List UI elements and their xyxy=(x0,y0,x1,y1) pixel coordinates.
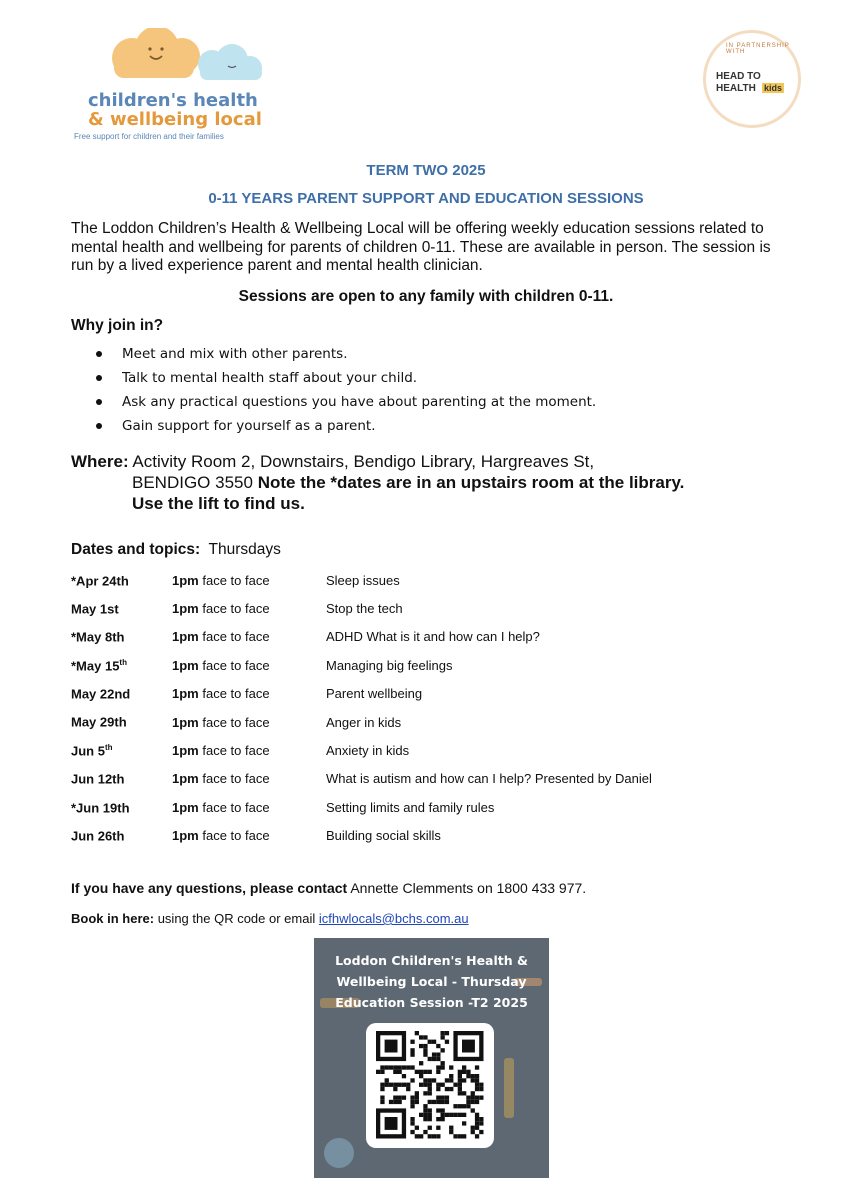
session-topic: Managing big feelings xyxy=(326,657,453,673)
table-row xyxy=(71,566,652,594)
table-row xyxy=(71,651,652,679)
session-date: *Jun 19th xyxy=(71,799,130,815)
list-item: Ask any practical questions you have about parenting at the moment. xyxy=(96,392,596,416)
why-heading: Why join in? xyxy=(71,317,164,334)
session-mode: 1pm face to face xyxy=(172,686,270,702)
session-date: *May 15th xyxy=(71,657,127,674)
where-line2: BENDIGO 3550 Note the *dates are in an upstairs room at the library. xyxy=(132,473,685,492)
session-mode: 1pm face to face xyxy=(172,629,270,645)
table-row xyxy=(71,623,652,651)
qr-card xyxy=(314,938,549,1178)
brand-name-line1: children's health xyxy=(88,90,258,111)
where-line1: Activity Room 2, Downstairs, Bendigo Library, Hargreaves St, xyxy=(132,452,595,471)
session-date: May 22nd xyxy=(71,686,131,702)
partner-badge xyxy=(703,30,801,128)
table-row xyxy=(71,594,652,622)
dates-heading: Dates and topics: Thursdays xyxy=(71,541,281,558)
session-topic: Building social skills xyxy=(326,828,441,844)
where-note: Note the *dates are in an upstairs room at the library. xyxy=(257,473,685,492)
table-row xyxy=(71,822,652,850)
where-line3: Use the lift to find us. xyxy=(132,494,305,513)
bullet-icon xyxy=(96,423,102,429)
email-link[interactable]: icfhwlocals@bchs.com.au xyxy=(318,911,469,926)
session-topic: Parent wellbeing xyxy=(326,686,423,702)
session-date: *Apr 24th xyxy=(71,572,129,588)
session-date: Jun 26th xyxy=(71,828,125,844)
table-row xyxy=(71,793,652,821)
badge-line2: HEALTH xyxy=(716,83,756,94)
intro-paragraph: The Loddon Children’s Health & Wellbeing Local will be offering weekly education sessions related to mental health and wellbeing for parents of children 0-11. These are available in person. The session is run by a lived experience parent and mental health clinician. xyxy=(71,220,771,274)
where-block xyxy=(71,451,811,513)
why-list xyxy=(96,344,596,440)
decoration xyxy=(504,1058,514,1118)
table-row xyxy=(71,736,652,764)
session-topic: ADHD What is it and how can I help? xyxy=(326,629,540,645)
session-topic: What is autism and how can I help? Presented by Daniel xyxy=(326,771,652,787)
page-title: 0-11 YEARS PARENT SUPPORT AND EDUCATION SESSIONS xyxy=(208,190,644,207)
session-date: *May 8th xyxy=(71,629,125,645)
session-date: May 29th xyxy=(71,714,127,730)
qr-code[interactable] xyxy=(366,1023,494,1148)
schedule-table xyxy=(71,566,652,850)
table-row xyxy=(71,708,652,736)
decoration xyxy=(324,1138,354,1168)
session-date: Jun 5th xyxy=(71,742,113,759)
session-topic: Anxiety in kids xyxy=(326,743,410,759)
session-mode: 1pm face to face xyxy=(172,572,270,588)
cloud-icon xyxy=(102,28,272,88)
brand-tagline: Free support for children and their families xyxy=(74,132,224,141)
table-row xyxy=(71,765,652,793)
session-topic: Stop the tech xyxy=(326,601,403,617)
session-mode: 1pm face to face xyxy=(172,828,270,844)
session-mode: 1pm face to face xyxy=(172,771,270,787)
contact-line: If you have any questions, please contact Annette Clemments on 1800 433 977. xyxy=(71,880,587,896)
badge-line1: HEAD TO xyxy=(716,71,761,82)
logo xyxy=(72,28,282,148)
term-heading: TERM TWO 2025 xyxy=(366,162,486,179)
open-statement: Sessions are open to any family with children 0-11. xyxy=(238,288,614,305)
session-mode: 1pm face to face xyxy=(172,743,270,759)
brand-name-line2: & wellbeing local xyxy=(88,109,262,130)
session-topic: Sleep issues xyxy=(326,572,400,588)
badge-kids: kids xyxy=(764,83,783,93)
bullet-icon xyxy=(96,399,102,405)
list-item: Gain support for yourself as a parent. xyxy=(96,416,596,440)
session-mode: 1pm face to face xyxy=(172,799,270,815)
qr-code-icon xyxy=(366,1023,494,1148)
session-topic: Setting limits and family rules xyxy=(326,799,495,815)
where-label: Where: xyxy=(71,452,129,471)
session-topic: Anger in kids xyxy=(326,714,402,730)
bullet-icon xyxy=(96,351,102,357)
session-date: Jun 12th xyxy=(71,771,125,787)
list-item: Meet and mix with other parents. xyxy=(96,344,596,368)
session-mode: 1pm face to face xyxy=(172,657,270,673)
bullet-icon xyxy=(96,375,102,381)
session-mode: 1pm face to face xyxy=(172,601,270,617)
book-line: Book in here: using the QR code or email icfhwlocals@bchs.com.au xyxy=(71,911,469,926)
badge-arc-text: IN PARTNERSHIP WITH xyxy=(726,43,790,55)
session-date: May 1st xyxy=(71,601,119,617)
list-item: Talk to mental health staff about your child. xyxy=(96,368,596,392)
table-row xyxy=(71,680,652,708)
qr-card-title: Loddon Children's Health & Wellbeing Local - Thursday Education Session -T2 2025 xyxy=(335,953,528,1010)
session-mode: 1pm face to face xyxy=(172,714,270,730)
